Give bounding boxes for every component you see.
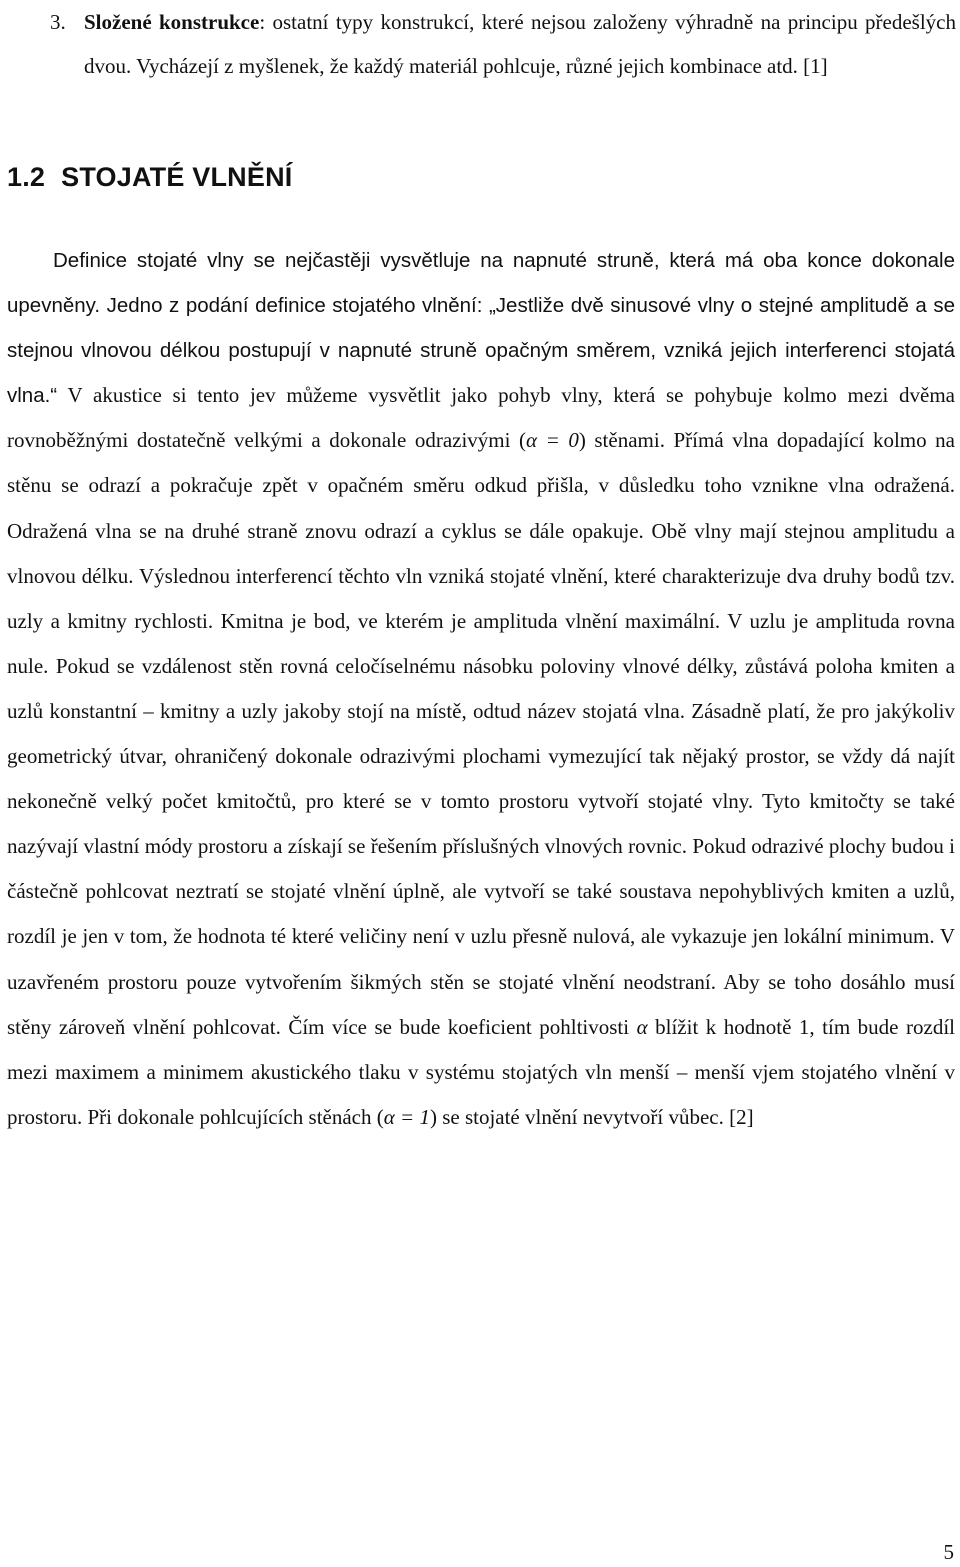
paragraph-text: ) se stojaté vlnění nevytvoří vůbec. [2] <box>429 1104 754 1129</box>
list-item-composite-constructions <box>0 0 956 88</box>
section-heading <box>7 162 292 193</box>
paragraph-text: blížit k hodnotě 1, tím bude rozdíl mezi maximem a minimem akustického tlaku v systému stojatých vln menší – menší vjem stojatého vlnění v prostoru. Při dokonale pohlcujících stěnách ( <box>7 1014 955 1129</box>
formula-alpha-zero: α = 0 <box>526 428 579 453</box>
alpha-symbol: α <box>636 1014 648 1039</box>
page-number: 5 <box>943 1540 954 1564</box>
paragraph-text: V akustice si tento jev můžeme vysvětlit jako pohyb vlny, která se pohybuje kolmo mezi dvěma rovnoběžnými dostatečně velkými a dokonale odrazivými ( <box>7 383 955 453</box>
section-number: 1.2 <box>7 162 46 192</box>
list-term: Složené konstrukce <box>84 10 260 34</box>
section-title: STOJATÉ VLNĚNÍ <box>61 162 293 192</box>
list-item-body <box>84 0 956 88</box>
list-item-text: : ostatní typy konstrukcí, které nejsou založeny výhradně na principu předešlých dvou. Vycházejí z myšlenek, že každý materiál pohlcuje, různé jejich kombinace atd. [1] <box>84 10 956 78</box>
paragraph-text: ) stěnami. Přímá vlna dopadající kolmo na stěnu se odrazí a pokračuje zpět v opačném směru odkud přišla, v důsledku toho vznikne vlna odražená. Odražená vlna se na druhé straně znovu odrazí a cyklus se dále opakuje. Obě vlny mají stejnou amplitudu a vlnovou délku. Výslednou interferencí těchto vln vzniká stojaté vlnění, které charakterizuje dva druhy bodů tzv. uzly a kmitny rychlosti. Kmitna je bod, ve kterém je amplituda vlnění maximální. V uzlu je amplituda rovna nule. Pokud se vzdálenost stěn rovná celočíselnému násobku poloviny vlnové délky, zůstává poloha kmiten a uzlů konstantní – kmitny a uzly jakoby stojí na místě, odtud název stojatá vlna. Zásadně platí, že pro jakýkoliv geometrický útvar, ohraničený dokonale odrazivými plochami vymezující tak nějaký prostor, se vždy dá najít nekonečně velký počet kmitočtů, pro které se v tomto prostoru vytvoří stojaté vlny. Tyto kmitočty se také nazývají vlastní módy prostoru a získají se řešením příslušných vlnových rovnic. Pokud odrazivé plochy budou i částečně pohlcovat neztratí se stojaté vlnění úplně, ale vytvoří se také soustava nepohyblivých kmiten a uzlů, rozdíl je jen v tom, že hodnota té které veličiny není v uzlu přesně nulová, ale vykazuje jen lokální minimum. V uzavřeném prostoru pouze vytvořením šikmých stěn se stojaté vlnění neodstraní. Aby se toho dosáhlo musí stěny zároveň vlnění pohlcovat. Čím více se bude koeficient pohltivosti <box>7 428 955 1039</box>
paragraph-text-definition: Definice stojaté vlny se nejčastěji vysvětluje na napnuté struně, která má oba konce dokonale upevněny. Jedno z podání definice stojatého vlnění: „Jestliže dvě sinusové vlny o stejné amplitudě a se stejnou vlnovou délkou postupují v napnuté struně opačným směrem, vzniká jejich interferenci stojatá vlna.“ <box>7 249 955 408</box>
body-paragraph <box>7 238 955 1140</box>
formula-alpha-one: α = 1 <box>383 1104 430 1129</box>
list-number: 3. <box>50 10 66 34</box>
